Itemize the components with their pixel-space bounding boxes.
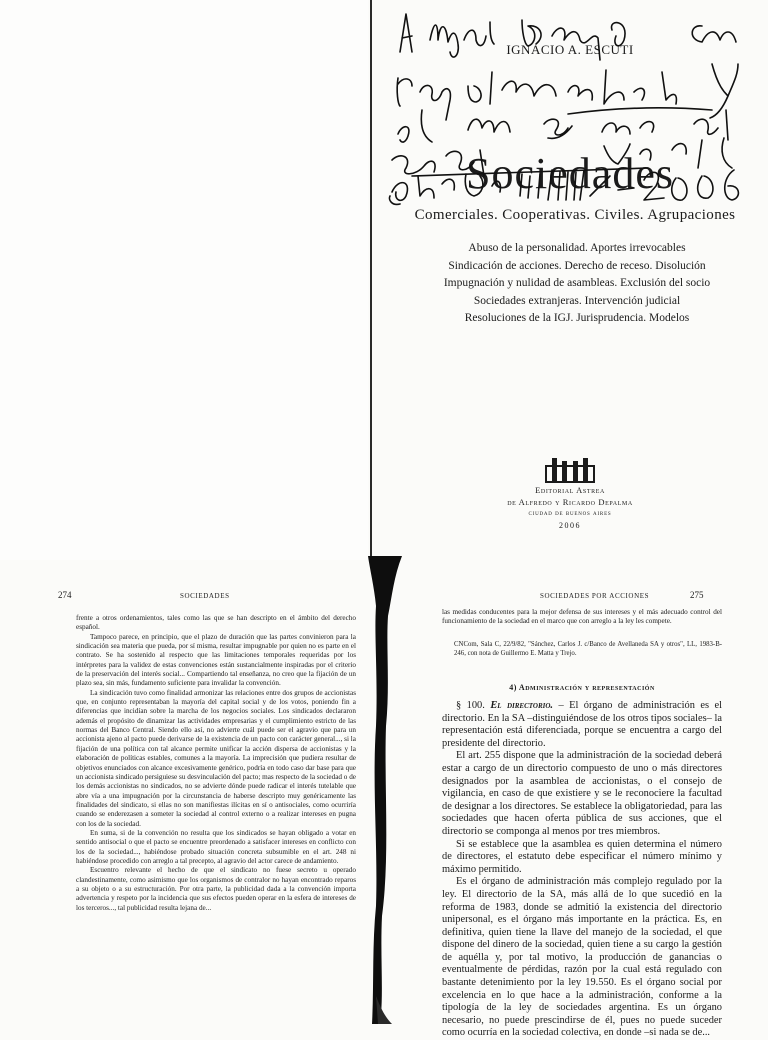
book-title: Sociedades xyxy=(466,149,674,198)
paragraph: Si se establece que la asamblea es quien determina el número de directores, el estatuto debe especificar el número mínimo y máximo permitido. xyxy=(442,838,722,875)
intro-text: las medidas conducentes para la mejor defensa de sus intereses y el más adecuado control del funcionamiento de la sociedad en el marco que con arreglo a la ley les compete. xyxy=(442,608,722,626)
section-title: El directorio. xyxy=(490,700,554,711)
book-subtitle: Comerciales. Cooperativas. Civiles. Agrupaciones xyxy=(414,207,736,223)
author-name: IGNACIO A. ESCUTI xyxy=(506,42,634,57)
paragraph: Es el órgano de administración más complejo regulado por la ley. El directorio de la SA, más allá de lo que sucedió en la reforma de 1983, donde se admitió la existencia del directorio unipersonal, es el órgano más importante en la práctica. Es, en definitiva, quien tiene la llave del manejo de la sociedad, el que dispone del dinero de la sociedad, quien tiene a su cargo la gestión de aquélla y, por tal motivo, la producción de ganancias o eventualmente de pérdidas, razón por la cual está regulado con bastante detenimiento por la ley 19.550. Es el órgano social por excelencia en lo que hace a la administración, conforme a la tipología de la ley de sociedades argentina. Es un órgano necesario, no puede prescindirse de él, pues no puede suceder como ocurría en la sociedad colectiva, en donde –si nada se de... xyxy=(442,876,722,1039)
left-page-body xyxy=(76,614,356,913)
paragraph: Escuentro relevante el hecho de que el sindicato no fuese secreto u operado clandestinamente, como asimismo que los organismos de contralor no hayan encontrado reparos a su objeto o a su estructuración. Por otra parte, la publicidad dada a la convención importa advertencia y respeto por la incidencia que sus efectos pueden operar en la esfera de intereses de los terceros..., tal publicidad resulta lejana de... xyxy=(76,866,356,912)
running-head: SOCIEDADES xyxy=(180,592,230,600)
page-number: 275 xyxy=(690,590,704,600)
section-heading: 4) Administración y representación xyxy=(509,683,655,692)
paragraph: Tampoco parece, en principio, que el plazo de duración que las partes convinieron para la sindicación sea materia que pueda, por sí misma, resultar impugnable por quien no es parte en el contrato. Se ha sostenido al respecto que las limitaciones temporales requeridas por los intérpretes para la validez de estas convenciones están sustancialmente inspiradas por el criterio de la preservación del interés social... Compartiendo tal enseñanza, no creo que la fijación de un plazo sea, sin más, fundamento suficiente para invalidar la convención. xyxy=(76,632,356,688)
topics-list xyxy=(392,240,762,328)
left-page-274 xyxy=(0,584,366,1024)
running-head: SOCIEDADES POR ACCIONES xyxy=(540,592,650,600)
topic-line: Impugnación y nulidad de asambleas. Exclusión del socio xyxy=(443,277,711,289)
topic-line: Sociedades extranjeras. Intervención judicial xyxy=(473,294,681,307)
paragraph xyxy=(442,700,722,750)
publisher-logo xyxy=(542,456,598,484)
publication-year: 2006 xyxy=(559,521,581,530)
blank-verso-page xyxy=(0,0,368,560)
topic-line: Abuso de la personalidad. Aportes irrevocables xyxy=(468,242,686,254)
publisher-name: Editorial Astrea xyxy=(535,485,605,495)
section-number: § 100. xyxy=(456,700,485,711)
binding-gutter-shadow xyxy=(362,556,408,1024)
paragraph-text: – El órgano de administración es el directorio. En la SA –distinguiéndose de los otros tipos sociales– la representación está diferenciada, porque se encuentra a cargo del presidente del directorio. xyxy=(442,700,722,749)
publisher-city: ciudad de buenos aires xyxy=(528,510,612,517)
citation: CNCom, Sala C, 22/9/82, "Sánchez, Carlos J. c/Banco de Avellaneda SA y otros", LL, 1983-B-246, con nota de Guillermo E. Matta y Trejo. xyxy=(454,641,722,658)
paragraph: La sindicación tuvo como finalidad armonizar las relaciones entre dos grupos de accionistas que, en conjunto representaban la mayoría del capital social y de los votos, poniendo fin a diferencias que incidían sobre la marcha de los negocios sociales. Los sindicados declararon además el propósito de dinamizar las actividades empresarias y el cumplimiento estricto de las normas del Banco Central. Siendo ello así, no advierte cuál puede ser el agravio que para un accionista ajeno al pacto puede derivarse de la existencia de un pacto con carácter general..., si la fijación de una política con tal alcance permite unificar la acción dispersa de accionistas y la elaboración de políticas estables, comunes a la mayoría. La imprecisión que pudiera resultar de objetivos enunciados con alcance excesivamente genérico, podría en todo caso dar base para que un accionista sindicado persiguiese su desvinculación del pacto; mas respecto de la sociedad o de los demás accionistas no sindicados, no se advierte dónde puede radicar el interés tutelable que abre vía a una impugnación por la circunstancia de haberse descripto muy genéricamente las finalidades del sindicato, si ellas no son manifiestas ilícitas en sí o antisociales, como ocurriría cuando se enderezasen a someter la sociedad al control externo o a realizar intereses en pugna con los de la sociedad. xyxy=(76,688,356,828)
topic-line: Sindicación de acciones. Derecho de receso. Disolución xyxy=(448,259,706,272)
right-page-275 xyxy=(408,584,768,1039)
page-number: 274 xyxy=(58,590,72,600)
handwritten-dedication xyxy=(372,0,768,240)
topic-line: Resoluciones de la IGJ. Jurisprudencia. Modelos xyxy=(464,312,690,324)
paragraph: El art. 255 dispone que la administración de la sociedad deberá estar a cargo de un directorio compuesto de uno o más directores designados por la asamblea de accionistas, o el consejo de vigilancia, en caso de que existiere y se le reconociere la facultad de designar a los directores. Se establece la obligatoriedad, para las sociedades que hacen oferta pública de sus acciones, que el directorio se componga al menos por tres miembros. xyxy=(442,750,722,837)
paragraph: En suma, si de la convención no resulta que los sindicados se hayan obligado a votar en sentido antisocial o que el pacto se encuentre preordenado a satisfacer intereses en conflicto con los de la sociedad..., habiéndose probado situación concreta subsumible en el art. 248 ni habiéndose procedido con arreglo a tal precepto, al agravio del actor carece de andamiento. xyxy=(76,828,356,865)
right-page-body xyxy=(442,700,722,1040)
publisher-block xyxy=(372,484,768,532)
publisher-owners: de Alfredo y Ricardo Depalma xyxy=(507,497,633,507)
paragraph: frente a otros ordenamientos, tales como las que se han descripto en el ámbito del derecho español. xyxy=(76,614,356,632)
